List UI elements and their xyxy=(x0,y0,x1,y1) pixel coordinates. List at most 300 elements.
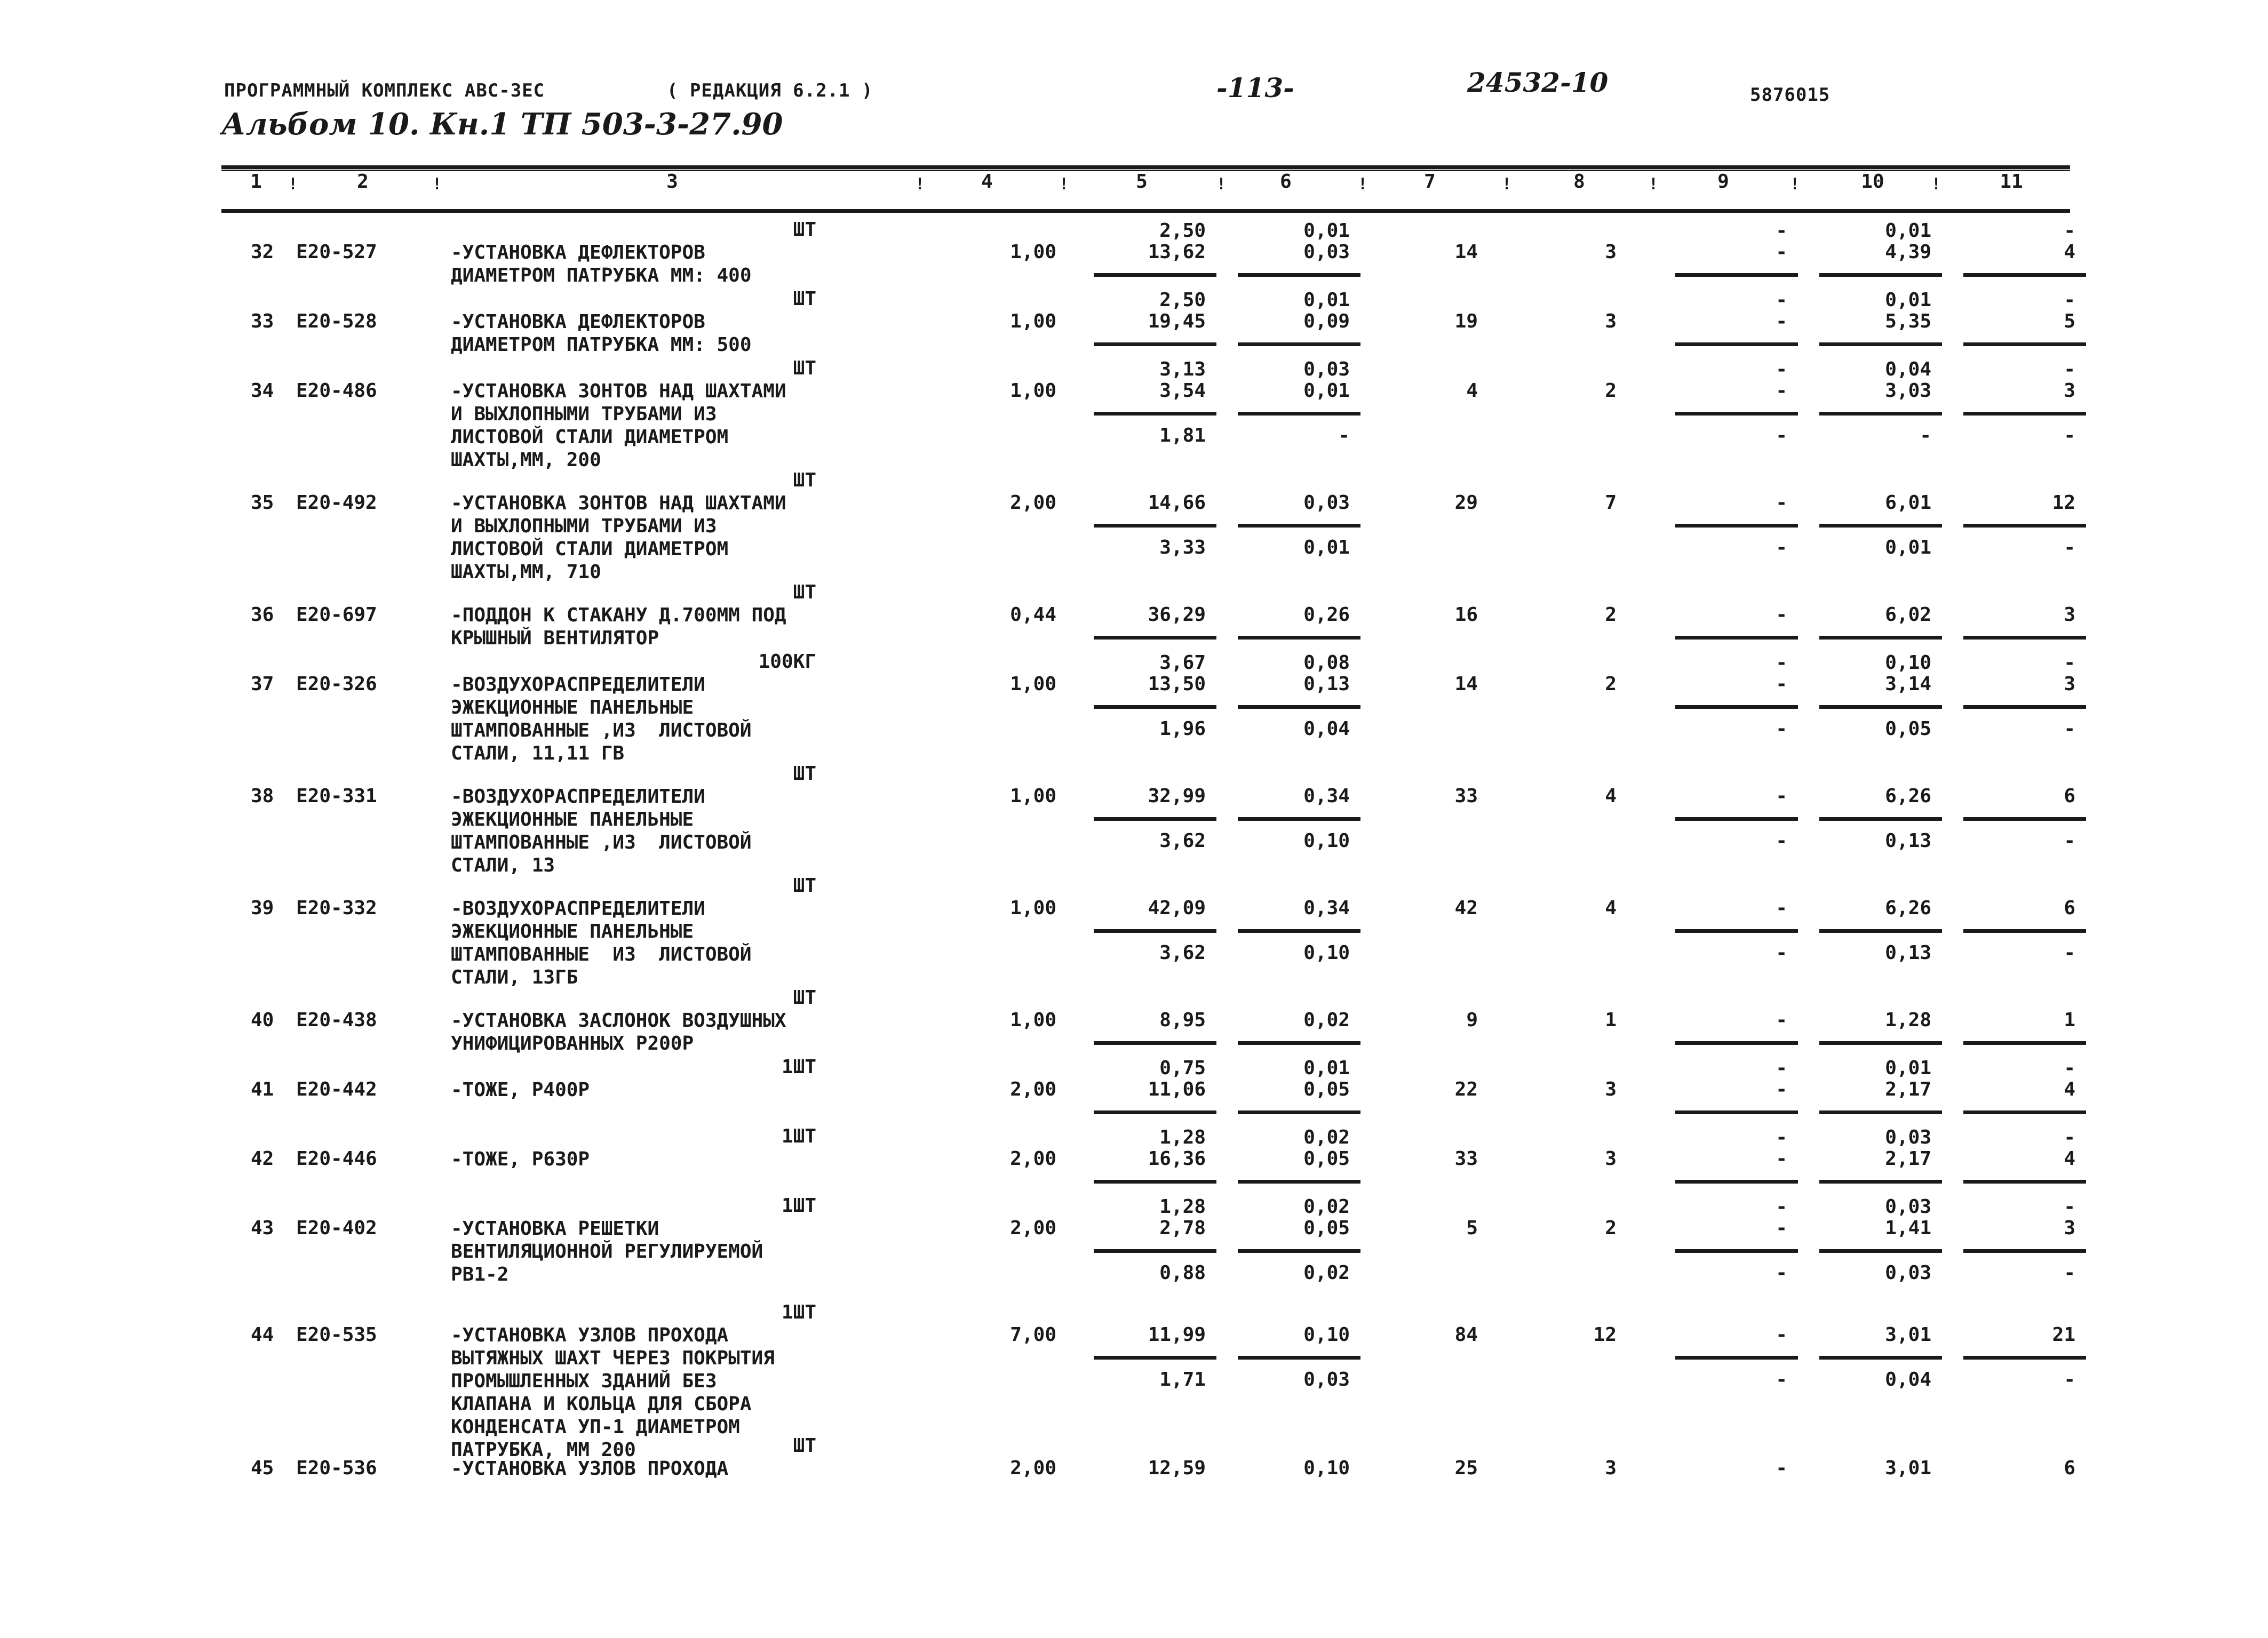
row-code: Е20-402 xyxy=(296,1217,377,1239)
row-unit: ШТ xyxy=(793,763,816,785)
row-description-line: ВЕНТИЛЯЦИОННОЙ РЕГУЛИРУЕМОЙ xyxy=(451,1241,763,1263)
row-code: Е20-535 xyxy=(296,1324,377,1346)
cell-col8: 2 xyxy=(1605,604,1617,626)
column-separator: ! xyxy=(1216,175,1227,194)
cell-col6-top: 0,01 xyxy=(1303,289,1350,311)
row-description-line: КОНДЕНСАТА УП-1 ДИАМЕТРОМ xyxy=(451,1416,740,1438)
row-description-line: ЭЖЕКЦИОННЫЕ ПАНЕЛЬНЫЕ xyxy=(451,921,694,942)
document-code: 5876015 xyxy=(1750,84,1831,106)
cell-divider-rule xyxy=(1094,636,1216,640)
row-description-line: ЭЖЕКЦИОННЫЕ ПАНЕЛЬНЫЕ xyxy=(451,697,694,718)
cell-divider-rule xyxy=(1238,817,1360,821)
cell-col11-top: - xyxy=(2064,652,2075,674)
cell-col7: 25 xyxy=(1454,1457,1478,1479)
cell-col5-main: 14,66 xyxy=(1148,492,1206,514)
cell-col11-top: - xyxy=(2064,289,2075,311)
cell-col11-main: 6 xyxy=(2064,897,2075,919)
cell-col7: 4 xyxy=(1466,380,1478,402)
cell-divider-rule xyxy=(1963,929,2086,933)
row-description-line: -УСТАНОВКА УЗЛОВ ПРОХОДА xyxy=(451,1324,729,1346)
album-reference: Альбом 10. Кн.1 ТП 503-3-27.90 xyxy=(221,107,783,142)
cell-col10-main: 3,03 xyxy=(1885,380,1931,402)
cell-col11-bottom: - xyxy=(2064,537,2075,558)
cell-col10-top: 0,01 xyxy=(1885,289,1931,311)
row-description-line: РВ1-2 xyxy=(451,1264,509,1285)
row-unit: ШТ xyxy=(793,219,816,241)
cell-col9-main: - xyxy=(1776,380,1787,402)
row-description-line: ЛИСТОВОЙ СТАЛИ ДИАМЕТРОМ xyxy=(451,426,729,448)
column-separator: ! xyxy=(288,175,298,194)
cell-col8: 4 xyxy=(1605,897,1617,919)
cell-divider-rule xyxy=(1963,1041,2086,1045)
cell-col7: 19 xyxy=(1454,310,1478,332)
cell-col6-main: 0,01 xyxy=(1303,380,1350,402)
column-separator: ! xyxy=(1059,175,1069,194)
cell-col5-main: 19,45 xyxy=(1148,310,1206,332)
row-description-line: -ВОЗДУХОРАСПРЕДЕЛИТЕЛИ xyxy=(451,674,705,696)
row-number: 38 xyxy=(251,785,274,807)
cell-col9-top: - xyxy=(1776,358,1787,380)
cell-col5-top: 1,28 xyxy=(1159,1196,1206,1218)
cell-col10-main: 2,17 xyxy=(1885,1148,1931,1170)
column-separator: ! xyxy=(1358,175,1368,194)
cell-col9-main: - xyxy=(1776,241,1787,263)
cell-col8: 2 xyxy=(1605,673,1617,695)
cell-col11-bottom: - xyxy=(2064,718,2075,740)
page-number: -113- xyxy=(1216,72,1294,103)
cell-col5-top: 1,28 xyxy=(1159,1126,1206,1148)
row-code: Е20-438 xyxy=(296,1009,377,1031)
cell-col9-top: - xyxy=(1776,289,1787,311)
cell-divider-rule xyxy=(1238,636,1360,640)
cell-divider-rule xyxy=(1094,817,1216,821)
cell-col11-main: 6 xyxy=(2064,785,2075,807)
column-header: 5 xyxy=(1136,171,1148,193)
column-separator: ! xyxy=(1649,175,1659,194)
column-header: 3 xyxy=(666,171,678,193)
cell-col7: 16 xyxy=(1454,604,1478,626)
cell-col10-main: 6,01 xyxy=(1885,492,1931,514)
row-description-line: СТАЛИ, 13 xyxy=(451,854,555,876)
cell-col7: 84 xyxy=(1454,1324,1478,1346)
row-description-line: -УСТАНОВКА РЕШЕТКИ xyxy=(451,1218,659,1240)
cell-col10-bottom: 0,01 xyxy=(1885,537,1931,558)
cell-col9-main: - xyxy=(1776,1324,1787,1346)
row-description-line: КЛАПАНА И КОЛЬЦА ДЛЯ СБОРА xyxy=(451,1393,752,1415)
cell-col5-main: 3,54 xyxy=(1159,380,1206,402)
cell-divider-rule xyxy=(1963,1356,2086,1360)
row-description-line: ПАТРУБКА, ММ 200 xyxy=(451,1439,636,1461)
cell-col9-top: - xyxy=(1776,652,1787,674)
cell-col10-main: 2,17 xyxy=(1885,1078,1931,1100)
cell-divider-rule xyxy=(1819,817,1942,821)
cell-col5-main: 13,50 xyxy=(1148,673,1206,695)
cell-col11-main: 3 xyxy=(2064,673,2075,695)
row-description-line: И ВЫХЛОПНЫМИ ТРУБАМИ ИЗ xyxy=(451,403,717,425)
column-separator: ! xyxy=(432,175,442,194)
cell-col7: 5 xyxy=(1466,1217,1478,1239)
column-separator: ! xyxy=(915,175,925,194)
cell-col5-bottom: 1,81 xyxy=(1159,425,1206,446)
row-description-line: -УСТАНОВКА ЗАСЛОНОК ВОЗДУШНЫХ xyxy=(451,1010,786,1032)
cell-col11-top: - xyxy=(2064,220,2075,242)
cell-col9-bottom: - xyxy=(1776,942,1787,964)
row-number: 44 xyxy=(251,1324,274,1346)
cell-col11-bottom: - xyxy=(2064,1262,2075,1284)
cell-divider-rule xyxy=(1819,1110,1942,1114)
cell-divider-rule xyxy=(1819,636,1942,640)
cell-divider-rule xyxy=(1819,1356,1942,1360)
cell-col11-top: - xyxy=(2064,1126,2075,1148)
cell-divider-rule xyxy=(1094,524,1216,528)
cell-col6-top: 0,01 xyxy=(1303,1057,1350,1079)
cell-col6-main: 0,03 xyxy=(1303,241,1350,263)
cell-col8: 1 xyxy=(1605,1009,1617,1031)
row-description-line: -ВОЗДУХОРАСПРЕДЕЛИТЕЛИ xyxy=(451,898,705,920)
cell-col9-bottom: - xyxy=(1776,830,1787,852)
cell-col9-top: - xyxy=(1776,1196,1787,1218)
cell-col6-top: 0,08 xyxy=(1303,652,1350,674)
row-description-line: -УСТАНОВКА ДЕФЛЕКТОРОВ xyxy=(451,242,705,263)
cell-col6-bottom: - xyxy=(1338,425,1350,446)
cell-col6-main: 0,34 xyxy=(1303,897,1350,919)
row-description-line: ВЫТЯЖНЫХ ШАХТ ЧЕРЕЗ ПОКРЫТИЯ xyxy=(451,1347,775,1369)
cell-col10-main: 3,01 xyxy=(1885,1457,1931,1479)
row-description-line: -УСТАНОВКА ДЕФЛЕКТОРОВ xyxy=(451,311,705,333)
cell-col6-bottom: 0,03 xyxy=(1303,1369,1350,1391)
row-description-line: ЛИСТОВОЙ СТАЛИ ДИАМЕТРОМ xyxy=(451,538,729,560)
cell-divider-rule xyxy=(1238,1041,1360,1045)
cell-divider-rule xyxy=(1675,342,1798,346)
row-description-line: СТАЛИ, 13ГБ xyxy=(451,966,578,988)
cell-divider-rule xyxy=(1675,705,1798,709)
cell-quantity: 2,00 xyxy=(1010,1078,1056,1100)
row-unit: ШТ xyxy=(793,987,816,1009)
column-header: 10 xyxy=(1861,171,1884,193)
row-unit: ШТ xyxy=(793,875,816,897)
row-description-line: ДИАМЕТРОМ ПАТРУБКА ММ: 400 xyxy=(451,265,752,286)
cell-col9-bottom: - xyxy=(1776,537,1787,558)
cell-col11-main: 21 xyxy=(2052,1324,2075,1346)
row-number: 36 xyxy=(251,604,274,626)
cell-divider-rule xyxy=(1819,524,1942,528)
row-number: 32 xyxy=(251,241,274,263)
cell-divider-rule xyxy=(1963,636,2086,640)
row-description-line: -ТОЖЕ, Р400Р xyxy=(451,1079,590,1101)
cell-divider-rule xyxy=(1094,1356,1216,1360)
cell-col6-main: 0,10 xyxy=(1303,1324,1350,1346)
cell-col8: 12 xyxy=(1593,1324,1617,1346)
row-code: Е20-536 xyxy=(296,1457,377,1479)
cell-col6-main: 0,02 xyxy=(1303,1009,1350,1031)
row-number: 33 xyxy=(251,310,274,332)
cell-divider-rule xyxy=(1238,929,1360,933)
cell-col10-main: 1,41 xyxy=(1885,1217,1931,1239)
row-description-line: УНИФИЦИРОВАННЫХ Р200Р xyxy=(451,1033,694,1054)
row-code: Е20-527 xyxy=(296,241,377,263)
cell-col9-main: - xyxy=(1776,492,1787,514)
row-description-line: ШАХТЫ,ММ, 200 xyxy=(451,449,601,471)
cell-col10-top: 0,01 xyxy=(1885,220,1931,242)
cell-divider-rule xyxy=(1819,1180,1942,1184)
cell-col9-main: - xyxy=(1776,1217,1787,1239)
cell-col10-top: 0,03 xyxy=(1885,1196,1931,1218)
cell-col5-main: 32,99 xyxy=(1148,785,1206,807)
cell-col6-top: 0,01 xyxy=(1303,220,1350,242)
column-header: 2 xyxy=(357,171,369,193)
column-separator: ! xyxy=(1931,175,1941,194)
cell-col9-bottom: - xyxy=(1776,1262,1787,1284)
cell-divider-rule xyxy=(1819,412,1942,416)
row-description-line: ШТАМПОВАННЫЕ ,ИЗ ЛИСТОВОЙ xyxy=(451,832,752,853)
cell-divider-rule xyxy=(1963,273,2086,277)
row-description-line: ПРОМЫШЛЕННЫХ ЗДАНИЙ БЕЗ xyxy=(451,1370,717,1392)
cell-col6-main: 0,09 xyxy=(1303,310,1350,332)
cell-quantity: 2,00 xyxy=(1010,492,1056,514)
cell-col9-main: - xyxy=(1776,1078,1787,1100)
cell-col9-bottom: - xyxy=(1776,425,1787,446)
cell-col6-top: 0,02 xyxy=(1303,1196,1350,1218)
cell-col7: 14 xyxy=(1454,673,1478,695)
row-description-line: ДИАМЕТРОМ ПАТРУБКА ММ: 500 xyxy=(451,334,752,356)
column-header: 1 xyxy=(250,171,262,193)
cell-divider-rule xyxy=(1675,1356,1798,1360)
cell-col6-bottom: 0,01 xyxy=(1303,537,1350,558)
column-header: 8 xyxy=(1573,171,1585,193)
row-unit: 1ШТ xyxy=(781,1125,816,1147)
row-description-line: -ТОЖЕ, Р630Р xyxy=(451,1148,590,1170)
row-code: Е20-528 xyxy=(296,310,377,332)
cell-col11-bottom: - xyxy=(2064,1369,2075,1391)
cell-col5-main: 11,06 xyxy=(1148,1078,1206,1100)
cell-col7: 33 xyxy=(1454,1148,1478,1170)
cell-divider-rule xyxy=(1675,1110,1798,1114)
cell-col5-top: 0,75 xyxy=(1159,1057,1206,1079)
cell-col5-bottom: 1,96 xyxy=(1159,718,1206,740)
cell-col10-bottom: 0,13 xyxy=(1885,830,1931,852)
cell-col5-bottom: 1,71 xyxy=(1159,1369,1206,1391)
cell-col11-main: 5 xyxy=(2064,310,2075,332)
row-description-line: КРЫШНЫЙ ВЕНТИЛЯТОР xyxy=(451,627,659,649)
cell-divider-rule xyxy=(1238,342,1360,346)
cell-col11-top: - xyxy=(2064,358,2075,380)
cell-quantity: 1,00 xyxy=(1010,785,1056,807)
cell-col11-top: - xyxy=(2064,1196,2075,1218)
cell-col5-top: 3,13 xyxy=(1159,358,1206,380)
cell-divider-rule xyxy=(1094,929,1216,933)
column-header: 4 xyxy=(981,171,993,193)
cell-quantity: 1,00 xyxy=(1010,1009,1056,1031)
cell-divider-rule xyxy=(1238,524,1360,528)
cell-divider-rule xyxy=(1963,1180,2086,1184)
cell-col10-top: 0,03 xyxy=(1885,1126,1931,1148)
cell-col5-top: 3,67 xyxy=(1159,652,1206,674)
cell-col11-bottom: - xyxy=(2064,425,2075,446)
cell-col7: 9 xyxy=(1466,1009,1478,1031)
cell-col8: 2 xyxy=(1605,1217,1617,1239)
cell-col11-bottom: - xyxy=(2064,830,2075,852)
cell-col5-bottom: 3,62 xyxy=(1159,830,1206,852)
row-unit: 1ШТ xyxy=(781,1195,816,1217)
cell-quantity: 1,00 xyxy=(1010,897,1056,919)
row-description-line: ШАХТЫ,ММ, 710 xyxy=(451,561,601,583)
cell-col6-main: 0,03 xyxy=(1303,492,1350,514)
cell-divider-rule xyxy=(1238,1249,1360,1253)
cell-divider-rule xyxy=(1675,1180,1798,1184)
cell-col6-main: 0,05 xyxy=(1303,1078,1350,1100)
row-number: 40 xyxy=(251,1009,274,1031)
cell-quantity: 0,44 xyxy=(1010,604,1056,626)
cell-divider-rule xyxy=(1094,342,1216,346)
cell-col5-main: 16,36 xyxy=(1148,1148,1206,1170)
cell-col10-main: 6,02 xyxy=(1885,604,1931,626)
row-description-line: СТАЛИ, 11,11 ГВ xyxy=(451,742,625,764)
cell-col5-main: 13,62 xyxy=(1148,241,1206,263)
row-code: Е20-326 xyxy=(296,673,377,695)
cell-col11-top: - xyxy=(2064,1057,2075,1079)
cell-divider-rule xyxy=(1238,1110,1360,1114)
cell-quantity: 2,00 xyxy=(1010,1457,1056,1479)
cell-col7: 14 xyxy=(1454,241,1478,263)
cell-divider-rule xyxy=(1238,1356,1360,1360)
cell-col5-main: 42,09 xyxy=(1148,897,1206,919)
cell-divider-rule xyxy=(1819,705,1942,709)
cell-col10-main: 6,26 xyxy=(1885,897,1931,919)
cell-col10-top: 0,01 xyxy=(1885,1057,1931,1079)
cell-col10-bottom: 0,03 xyxy=(1885,1262,1931,1284)
cell-col6-top: 0,02 xyxy=(1303,1126,1350,1148)
cell-divider-rule xyxy=(1675,1249,1798,1253)
column-header: 11 xyxy=(2000,171,2023,193)
row-number: 39 xyxy=(251,897,274,919)
cell-col10-main: 6,26 xyxy=(1885,785,1931,807)
row-unit: 1ШТ xyxy=(781,1301,816,1323)
cell-col5-main: 8,95 xyxy=(1159,1009,1206,1031)
table-header-rule xyxy=(221,209,2070,213)
cell-col9-main: - xyxy=(1776,785,1787,807)
cell-divider-rule xyxy=(1238,412,1360,416)
cell-col11-main: 3 xyxy=(2064,380,2075,402)
cell-col10-main: 3,01 xyxy=(1885,1324,1931,1346)
cell-divider-rule xyxy=(1675,412,1798,416)
cell-col5-top: 2,50 xyxy=(1159,289,1206,311)
cell-col6-bottom: 0,10 xyxy=(1303,942,1350,964)
cell-col8: 3 xyxy=(1605,310,1617,332)
cell-col7: 29 xyxy=(1454,492,1478,514)
cell-col11-main: 12 xyxy=(2052,492,2075,514)
cell-col8: 3 xyxy=(1605,1148,1617,1170)
cell-divider-rule xyxy=(1819,342,1942,346)
cell-col11-main: 4 xyxy=(2064,1148,2075,1170)
cell-col5-main: 11,99 xyxy=(1148,1324,1206,1346)
cell-col5-top: 2,50 xyxy=(1159,220,1206,242)
row-code: Е20-486 xyxy=(296,380,377,402)
row-number: 42 xyxy=(251,1148,274,1170)
column-separator: ! xyxy=(1502,175,1512,194)
cell-col11-main: 4 xyxy=(2064,1078,2075,1100)
cell-quantity: 1,00 xyxy=(1010,380,1056,402)
row-unit: ШТ xyxy=(793,1435,816,1457)
cell-divider-rule xyxy=(1963,412,2086,416)
cell-col7: 22 xyxy=(1454,1078,1478,1100)
cell-divider-rule xyxy=(1094,705,1216,709)
row-code: Е20-442 xyxy=(296,1078,377,1100)
cell-col10-bottom: 0,05 xyxy=(1885,718,1931,740)
row-number: 43 xyxy=(251,1217,274,1239)
cell-col7: 33 xyxy=(1454,785,1478,807)
cell-divider-rule xyxy=(1094,1249,1216,1253)
row-description-line: ШТАМПОВАННЫЕ ИЗ ЛИСТОВОЙ xyxy=(451,944,752,965)
cell-col8: 3 xyxy=(1605,241,1617,263)
row-description-line: -ВОЗДУХОРАСПРЕДЕЛИТЕЛИ xyxy=(451,786,705,808)
cell-col10-top: 0,04 xyxy=(1885,358,1931,380)
cell-col10-bottom: 0,13 xyxy=(1885,942,1931,964)
row-code: Е20-446 xyxy=(296,1148,377,1170)
row-unit: 100КГ xyxy=(758,651,816,673)
cell-col11-main: 1 xyxy=(2064,1009,2075,1031)
cell-col9-main: - xyxy=(1776,1457,1787,1479)
column-separator: ! xyxy=(1790,175,1800,194)
cell-col10-bottom: 0,04 xyxy=(1885,1369,1931,1391)
cell-col11-main: 3 xyxy=(2064,604,2075,626)
row-code: Е20-332 xyxy=(296,897,377,919)
cell-col5-main: 12,59 xyxy=(1148,1457,1206,1479)
cell-col6-bottom: 0,10 xyxy=(1303,830,1350,852)
cell-col5-main: 36,29 xyxy=(1148,604,1206,626)
cell-divider-rule xyxy=(1963,342,2086,346)
cell-col7: 42 xyxy=(1454,897,1478,919)
cell-divider-rule xyxy=(1094,273,1216,277)
row-description-line: И ВЫХЛОПНЫМИ ТРУБАМИ ИЗ xyxy=(451,515,717,537)
cell-col11-main: 4 xyxy=(2064,241,2075,263)
cell-quantity: 2,00 xyxy=(1010,1148,1056,1170)
row-number: 41 xyxy=(251,1078,274,1100)
cell-col5-bottom: 3,62 xyxy=(1159,942,1206,964)
cell-col8: 2 xyxy=(1605,380,1617,402)
row-description-line: -ПОДДОН К СТАКАНУ Д.700ММ ПОД xyxy=(451,604,786,626)
cell-col5-bottom: 3,33 xyxy=(1159,537,1206,558)
cell-divider-rule xyxy=(1819,929,1942,933)
cell-col9-main: - xyxy=(1776,673,1787,695)
cell-col8: 3 xyxy=(1605,1457,1617,1479)
cell-col10-top: 0,10 xyxy=(1885,652,1931,674)
row-number: 45 xyxy=(251,1457,274,1479)
cell-quantity: 1,00 xyxy=(1010,310,1056,332)
cell-col6-main: 0,26 xyxy=(1303,604,1350,626)
cell-divider-rule xyxy=(1963,705,2086,709)
row-description-line: ЭЖЕКЦИОННЫЕ ПАНЕЛЬНЫЕ xyxy=(451,809,694,830)
cell-divider-rule xyxy=(1675,636,1798,640)
cell-col5-main: 2,78 xyxy=(1159,1217,1206,1239)
row-code: Е20-331 xyxy=(296,785,377,807)
cell-divider-rule xyxy=(1675,1041,1798,1045)
row-unit: ШТ xyxy=(793,581,816,603)
cell-divider-rule xyxy=(1238,705,1360,709)
document-number: 24532-10 xyxy=(1467,67,1609,98)
cell-col9-top: - xyxy=(1776,220,1787,242)
row-unit: 1ШТ xyxy=(781,1056,816,1078)
cell-col11-main: 6 xyxy=(2064,1457,2075,1479)
cell-divider-rule xyxy=(1963,817,2086,821)
cell-col6-main: 0,05 xyxy=(1303,1217,1350,1239)
cell-col6-bottom: 0,04 xyxy=(1303,718,1350,740)
cell-col8: 7 xyxy=(1605,492,1617,514)
row-unit: ШТ xyxy=(793,469,816,491)
cell-col9-main: - xyxy=(1776,604,1787,626)
cell-divider-rule xyxy=(1819,273,1942,277)
cell-col6-main: 0,05 xyxy=(1303,1148,1350,1170)
cell-divider-rule xyxy=(1094,1180,1216,1184)
